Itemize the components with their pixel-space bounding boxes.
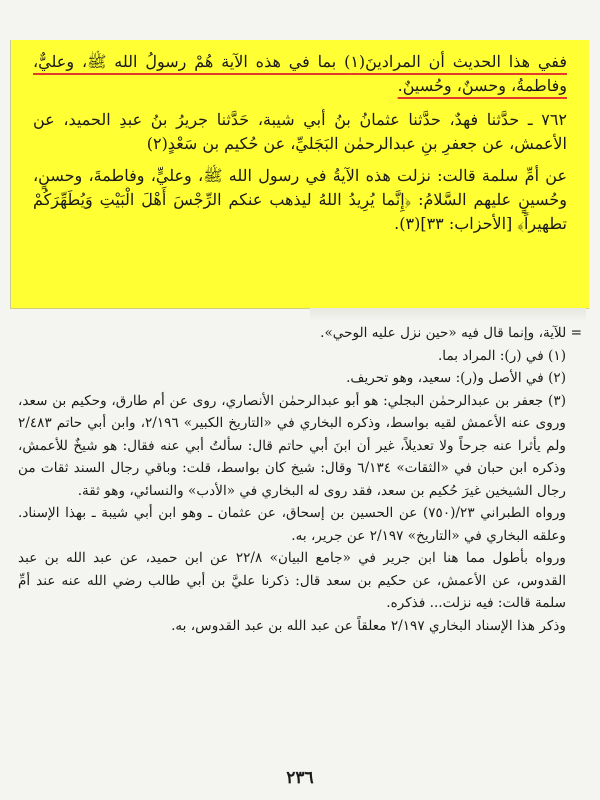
footnote-bukhari: وذكر هذا الإسناد البخاري ٢/١٩٧ معلقاً عن عبد الله بن عبد القدوس، به. (171, 617, 566, 634)
footnote-ibn-jarir: ورواه بأطول مما هنا ابن جرير في «جامع البيان» ٢٢/٨ عن ابن حميد، عن عبد الله بن عبد القدوس، عن الأعمش، عن حكيم بن سعد قال: ذكرنا عليَّ بن أبي طالب رضي الله عنه عند أمِّ سلمة قالت: فيه نزلت... فذكره. (18, 550, 566, 611)
underlined-sentence: ففي هذا الحديث أن المرادينَ(١) بما في هذه الآية هُمْ رسولُ الله ﷺ، وعليٌّ، وفاطمةُ، وحسنٌ، وحُسينٌ. (33, 52, 568, 95)
page-number: ٢٣٦ (286, 768, 314, 788)
opening-statement (33, 50, 567, 100)
footnote-continuation: = للآية، وإنما قال فيه «حين نزل عليه الوحي». (320, 325, 582, 341)
footnote-1: (١) في (ر): المراد بما. (437, 347, 566, 364)
hadith-text-um-salama: عن أمِّ سلمة قالت: نزلت هذه الآيةُ في رسول الله ﷺ، وعليٍّ، وفاطمةَ، وحسنٍ، وحُسينٍ عليهم السَّلامُ: ﴿إِنَّما يُرِيدُ اللهُ ليذهب عنكم الرِّجْسَ أَهْلَ الْبَيْتِ وَيُطَهِّرَكُمْ تطهيراً﴾ [الأحزاب: ٣٣](٣). (33, 166, 567, 233)
highlighted-passage (10, 40, 589, 309)
footnote-3: (٣) جعفر بن عبدالرحمٰن البجلي: هو أبو عبدالرحمٰن الأنصاري، روى عن أم طارق، وحكيم بن سعد، وروى عنه الأعمش لقيه بواسط، وذكره البخاري في «التاريخ الكبير» ٢/١٩٦، وابن أبي حاتم ٢/٤٨٣ ولم يأثرا عنه جرحاً ولا تعديلاً، غير أن ابنَ أبي حاتم قال: سألتُ أبي عنه فقال: هو شيخٌ للأعمش، وذكره ابن حبان في «الثقات» ٦/١٣٤ وقال: شيخ كان بواسط، قلت: وباقي رجال السند ثقات من رجال الشيخين غيرَ حُكيم بن سعد، فقد روى له البخاري في «الأدب» والنسائي، وهو ثقة. (18, 392, 566, 499)
footnotes-section (18, 322, 582, 637)
footnote-tabarani: ورواه الطبراني ٢٣/(٧٥٠) عن الحسين بن إسحاق، عن عثمان ـ وهو ابن أبي شيبة ـ بهذا الإسناد. وعلقه البخاري في «التاريخ» ٢/١٩٧ عن جرير، به. (18, 505, 566, 544)
hadith-762: ٧٦٢ ـ حدَّثنا فهدٌ، حدَّثنا عثمانُ بنُ أبي شيبة، حَدَّثنا جريرُ بنُ عبدِ الحميد، عن الأعمش، عن جعفرِ بنِ عبدالرحمٰن البَجَليِّ، عن حُكيم بن سَعْدٍ(٢) (33, 110, 567, 153)
scan-shadow (310, 308, 586, 322)
footnote-2: (٢) في الأصل و(ر): سعيد، وهو تحريف. (346, 370, 566, 386)
